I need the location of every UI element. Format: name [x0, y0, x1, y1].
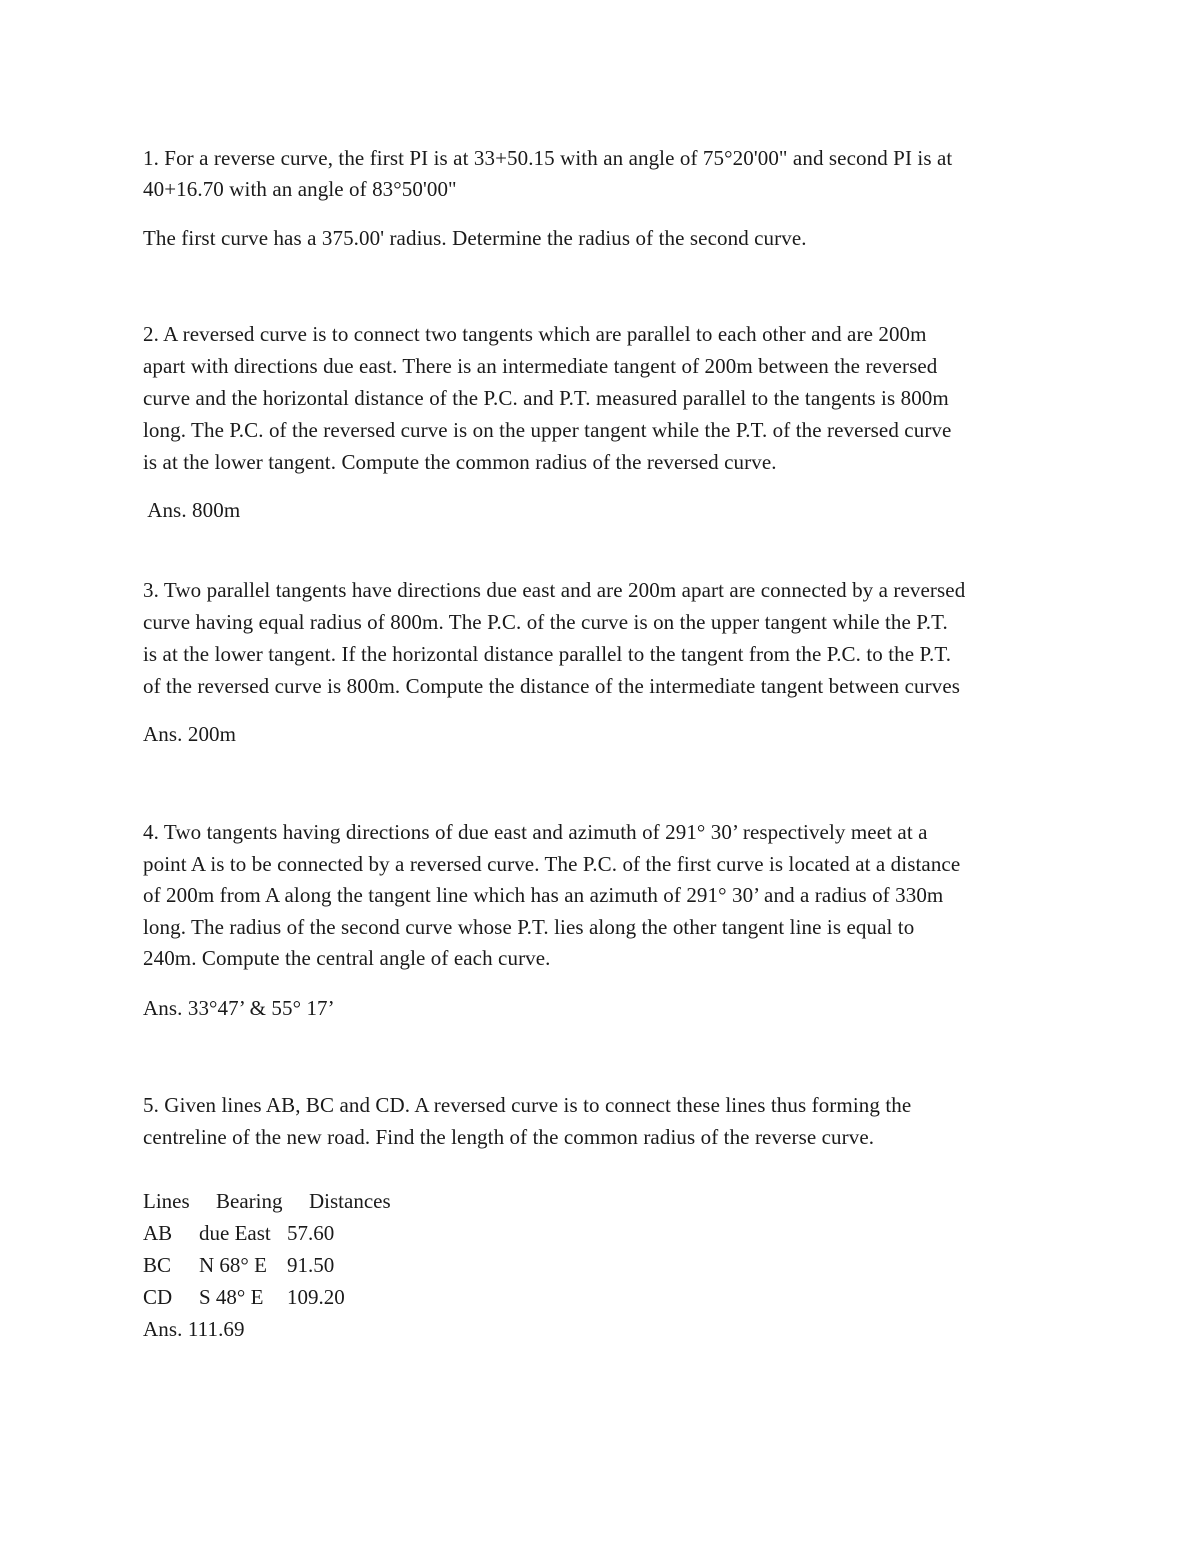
problem-4-line-4: long. The radius of the second curve whose P.T. lies along the other tangent line is equal to	[143, 915, 915, 939]
problem-1-line-3: The first curve has a 375.00' radius. Determine the radius of the second curve.	[143, 226, 807, 250]
problem-4-line-3: of 200m from A along the tangent line which has an azimuth of 291° 30’ and a radius of 330m	[143, 883, 944, 907]
table-cell-bearing: S 48° E	[199, 1285, 264, 1309]
table-cell-distance: 91.50	[287, 1253, 335, 1277]
table-cell-distance: 109.20	[287, 1285, 345, 1309]
table-cell-bearing: N 68° E	[199, 1253, 267, 1277]
table-cell-bearing: due East	[199, 1221, 271, 1245]
table-cell-distance: 57.60	[287, 1221, 335, 1245]
problem-4-line-5: 240m. Compute the central angle of each curve.	[143, 946, 551, 970]
table-header-distances: Distances	[309, 1189, 391, 1213]
problem-5-answer: Ans. 111.69	[143, 1317, 245, 1341]
table-cell-line: AB	[143, 1221, 173, 1245]
problem-5-line-1: 5. Given lines AB, BC and CD. A reversed curve is to connect these lines thus forming the	[143, 1093, 912, 1117]
problem-4-answer: Ans. 33°47’ & 55° 17’	[143, 996, 335, 1020]
table-cell-line: CD	[143, 1285, 173, 1309]
problem-3-line-1: 3. Two parallel tangents have directions due east and are 200m apart are connected by a reversed	[143, 578, 966, 602]
problem-3-answer: Ans. 200m	[143, 722, 237, 746]
problem-2-line-3: curve and the horizontal distance of the P.C. and P.T. measured parallel to the tangents is 800m	[143, 386, 949, 410]
table-cell-line: BC	[143, 1253, 172, 1277]
problem-3-line-3: is at the lower tangent. If the horizontal distance parallel to the tangent from the P.C. to the P.T.	[143, 642, 952, 666]
problem-4-line-1: 4. Two tangents having directions of due east and azimuth of 291° 30’ respectively meet at a	[143, 820, 928, 844]
table-header-lines: Lines	[143, 1189, 190, 1213]
problem-2-line-4: long. The P.C. of the reversed curve is on the upper tangent while the P.T. of the reversed curve	[143, 418, 952, 442]
problem-2-line-5: is at the lower tangent. Compute the common radius of the reversed curve.	[143, 450, 777, 474]
problem-3-line-2: curve having equal radius of 800m. The P.C. of the curve is on the upper tangent while the P.T.	[143, 610, 948, 634]
problem-3-line-4: of the reversed curve is 800m. Compute the distance of the intermediate tangent between curves	[143, 674, 961, 698]
problem-2-answer: Ans. 800m	[143, 498, 241, 522]
problem-4-line-2: point A is to be connected by a reversed curve. The P.C. of the first curve is located at a distance	[143, 852, 961, 876]
problem-2-line-2: apart with directions due east. There is an intermediate tangent of 200m between the reversed	[143, 354, 938, 378]
problem-1-line-2: 40+16.70 with an angle of 83°50'00"	[143, 177, 457, 201]
problem-1-line-1: 1. For a reverse curve, the first PI is at 33+50.15 with an angle of 75°20'00" and second PI is at	[143, 146, 953, 170]
problem-5-line-2: centreline of the new road. Find the length of the common radius of the reverse curve.	[143, 1125, 875, 1149]
problem-2-line-1: 2. A reversed curve is to connect two tangents which are parallel to each other and are 200m	[143, 322, 927, 346]
table-header-bearing: Bearing	[216, 1189, 283, 1213]
